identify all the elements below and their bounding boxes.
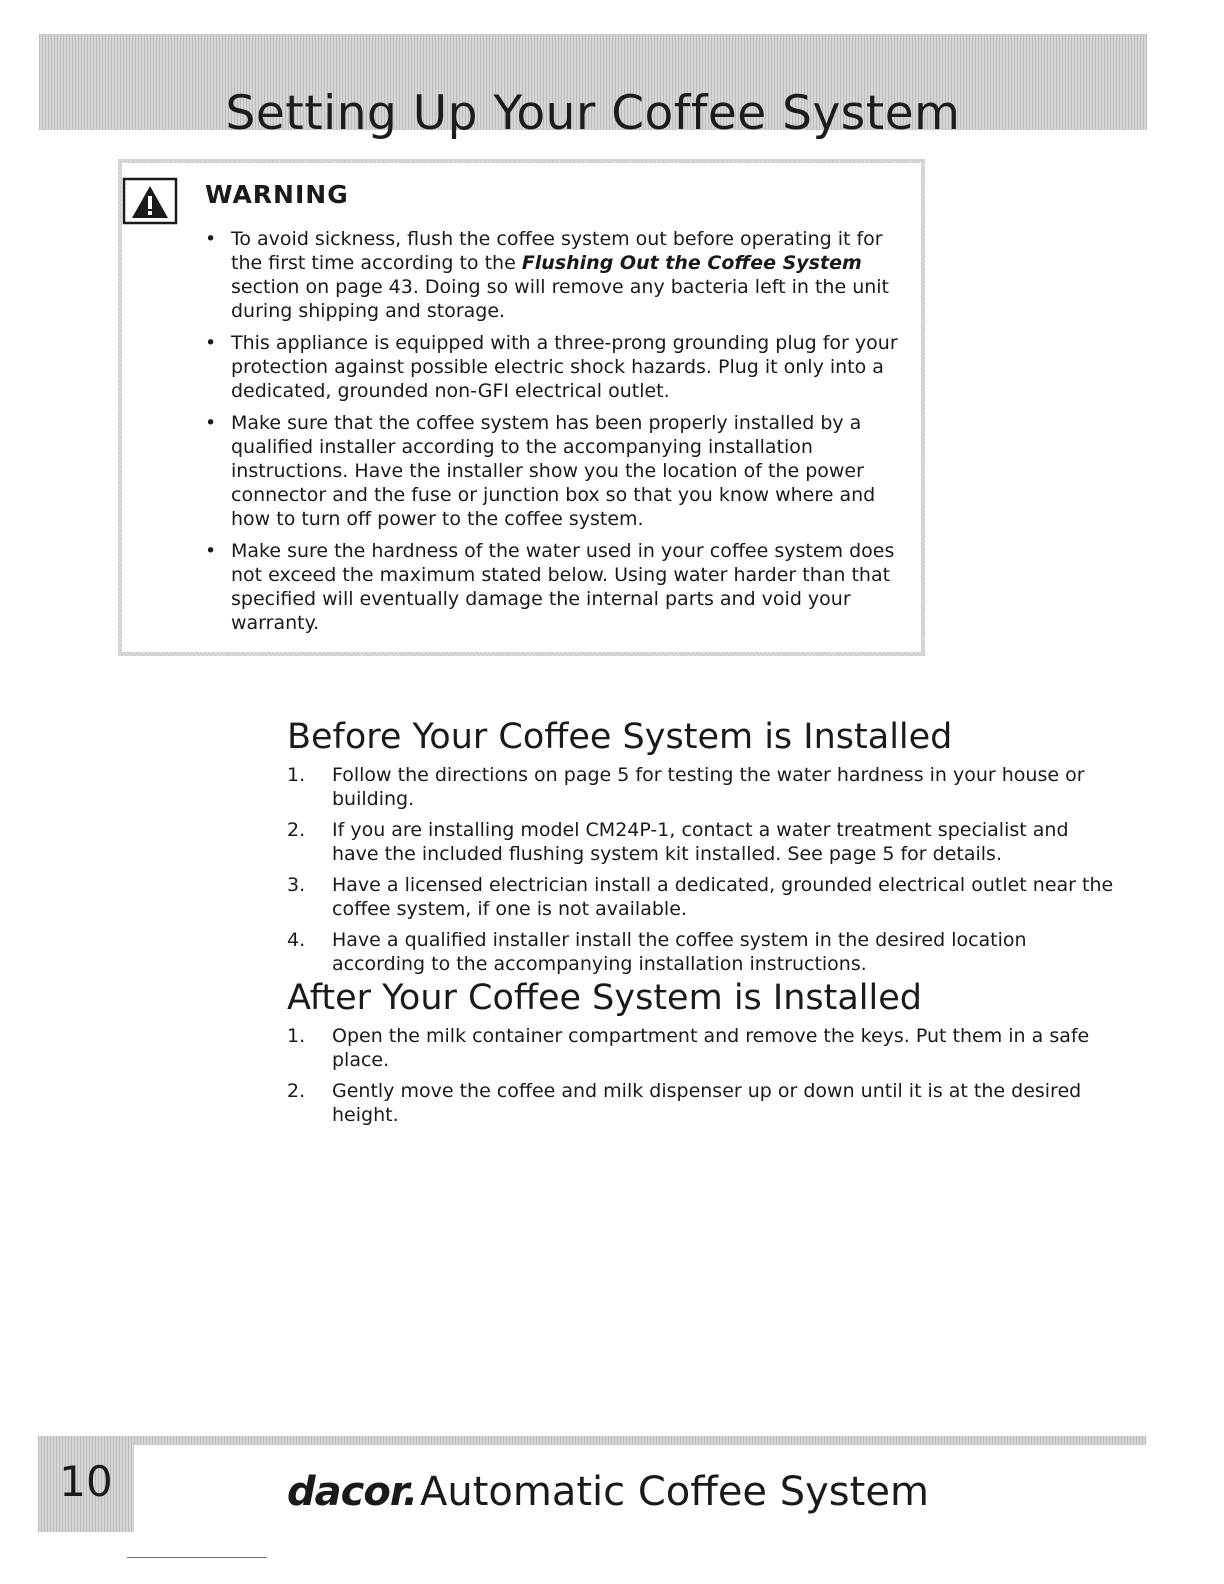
warning-item-text: section on page 43. Doing so will remove any bacteria left in the unit during shipping and storage. — [231, 276, 890, 322]
step-text: If you are installing model CM24P-1, contact a water treatment specialist and have the included flushing system kit installed. See page 5 for details. — [332, 819, 1069, 865]
warning-title: WARNING — [205, 180, 349, 209]
brand-logo: dacor. — [287, 1469, 418, 1515]
step-text: Open the milk container compartment and remove the keys. Put them in a safe place. — [332, 1025, 1090, 1071]
step-item — [287, 1079, 1117, 1127]
step-text: Have a qualified installer install the coffee system in the desired location according to the accompanying installation instructions. — [332, 929, 1027, 975]
step-number: 3. — [287, 874, 306, 896]
step-item — [287, 763, 1117, 811]
step-text: Gently move the coffee and milk dispenser up or down until it is at the desired height. — [332, 1080, 1082, 1126]
footer-rule — [134, 1436, 1146, 1445]
step-number: 1. — [287, 1025, 306, 1047]
warning-item-emphasis: Flushing Out the Coffee System — [521, 252, 862, 274]
before-installed-steps — [287, 763, 1117, 983]
warning-item-text: Make sure the hardness of the water used in your coffee system does not exceed the maximum stated below. Using water harder than that specified will eventually damage the internal parts and void your warranty. — [231, 540, 895, 634]
warning-list — [205, 227, 917, 643]
step-text: Follow the directions on page 5 for testing the water hardness in your house or building. — [332, 764, 1085, 810]
step-item — [287, 818, 1117, 866]
page-number-block — [38, 1436, 134, 1532]
warning-triangle-icon — [122, 177, 178, 225]
warning-item-text: This appliance is equipped with a three-prong grounding plug for your protection against possible electric shock hazards. Plug it only into a dedicated, grounded non-GFI electrical outlet. — [231, 332, 898, 402]
step-number: 4. — [287, 929, 306, 951]
step-item — [287, 1024, 1117, 1072]
step-number: 2. — [287, 819, 306, 841]
bottom-divider — [127, 1557, 267, 1558]
warning-item — [205, 331, 917, 403]
after-installed-heading: After Your Coffee System is Installed — [287, 978, 923, 1018]
step-number: 1. — [287, 764, 306, 786]
title-band — [39, 34, 1147, 141]
before-installed-heading: Before Your Coffee System is Installed — [287, 717, 953, 757]
warning-item-text: Make sure that the coffee system has been properly installed by a qualified installer according to the accompanying installation instructions. Have the installer show you the location of the power connector and the fuse or junction box so that you know where and how to turn off power to the coffee system. — [231, 412, 876, 530]
footer-product-title: Automatic Coffee System — [420, 1469, 929, 1515]
step-text: Have a licensed electrician install a dedicated, grounded electrical outlet near the coffee system, if one is not available. — [332, 874, 1114, 920]
step-number: 2. — [287, 1080, 306, 1102]
step-item — [287, 928, 1117, 976]
warning-item-text: To avoid sickness, flush the coffee system out before operating it for the first time according to the — [231, 228, 883, 274]
step-item — [287, 873, 1117, 921]
warning-item — [205, 227, 917, 323]
after-installed-steps — [287, 1024, 1117, 1134]
warning-item — [205, 411, 917, 531]
warning-item — [205, 539, 917, 635]
page-title: Setting Up Your Coffee System — [225, 86, 961, 141]
page-number: 10 — [59, 1457, 113, 1506]
